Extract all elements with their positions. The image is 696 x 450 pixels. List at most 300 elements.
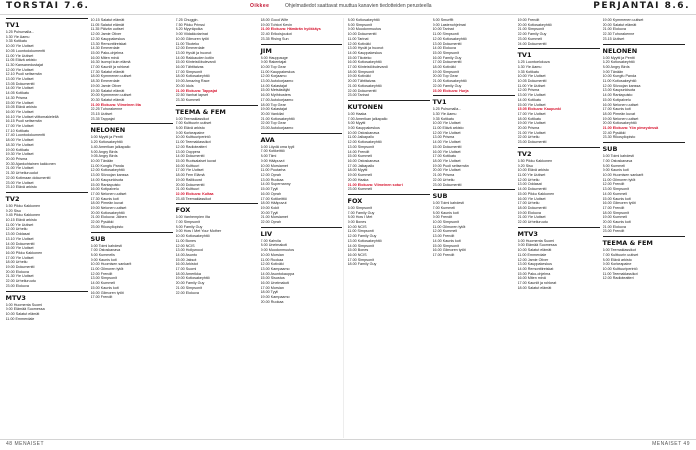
program-listing: 14.00 Frendit	[347, 149, 370, 154]
program-listing: 13.00 Dokumentti	[432, 41, 462, 46]
program-listing: 18.00 Top Gear	[260, 102, 286, 107]
program-listing: 11.00 Tarinat	[347, 36, 369, 41]
program-listing: 15.00 Yle Uutiset	[517, 102, 546, 107]
channel-heading: KUTONEN	[348, 100, 430, 111]
program-listing: 20.00 Kotiosakeyhtiö	[602, 121, 637, 126]
program-listing: 15.00 Dokumentti	[432, 144, 462, 149]
program-listing: 14.00 Kauppakeskus	[347, 50, 382, 55]
program-listing: 18.00 Tyyli	[260, 290, 279, 295]
program-listing: 11.00 Yle Uutiset	[5, 222, 34, 227]
program-listing: 13.00 Simpsonit	[90, 276, 117, 281]
program-listing: 15.00 Kotipalvelu	[602, 97, 631, 102]
program-listing: 19.00 Frendit	[517, 18, 540, 22]
program-listing: 18.00 Myytti	[347, 168, 368, 173]
program-listing: 17.00 Yle Uutiset	[175, 168, 204, 173]
program-listing: 14.00 Yle Uutiset	[5, 86, 34, 91]
program-listing: 12.00 Jamie Oliver	[90, 32, 122, 37]
program-listing: 14.00 Rakkauden kotiin	[175, 55, 215, 60]
program-listing: 14.00 Kalastajat	[260, 83, 287, 88]
program-listing: 6.30 Yle Aamu	[432, 111, 457, 116]
program-listing: 15.00 Simpsonit	[432, 50, 459, 55]
program-listing: 8.00 Kummelis	[90, 252, 115, 257]
highlighted-program: 23.00 Elokuva: Hurja	[432, 88, 469, 93]
program-listing: 16.00 Unelmakoti	[260, 281, 290, 286]
program-listing: 11.00 Gilmoren tytöt	[90, 267, 124, 272]
program-listing: 16.00 Mythbusters	[260, 93, 291, 98]
listing-columns	[4, 18, 692, 438]
channel-heading: TV2	[518, 147, 600, 158]
program-listing: 23.00 Autokorjaamo	[260, 126, 294, 131]
program-listing: 10.00 Morsiamet	[260, 163, 288, 168]
program-listing: 17.00 Yle Uutiset	[5, 255, 34, 260]
program-listing: 15.00 Jaksot	[175, 257, 197, 262]
program-listing: 11.00 Kauppakeskus	[260, 69, 295, 74]
program-listing: 20.00 Kotiosakeyhtiö	[517, 22, 552, 27]
program-listing: 20.00 Tähtitaivas	[347, 79, 376, 84]
program-listing: 12.00 Prisma	[517, 88, 540, 93]
program-listing: 21.00 Elokuva	[602, 224, 626, 229]
program-listing: 17.00 Autokorjaamo	[260, 97, 294, 102]
program-listing: 6.40 Amerikan jalkapallo	[90, 144, 131, 149]
program-listing: 16.00 Yle Uutiset	[432, 149, 461, 154]
program-listing: 12.00 Siivoojan kanssa	[602, 83, 641, 88]
program-listing: 10.00 Salatut elämät	[517, 248, 552, 253]
program-listing: 7.00 Family Guy	[347, 210, 375, 215]
channel-heading: TV1	[6, 18, 88, 29]
program-listing: 8.00 Unelmakoti	[260, 243, 288, 248]
program-listing: 6.00 Teemaklassikot	[602, 248, 636, 253]
program-listing: 22.00 Kotimaan dokumentti	[5, 175, 51, 180]
program-listing: 17.30 Salatut elämät	[90, 69, 125, 74]
listing-column	[346, 18, 431, 438]
program-listing: 8.00 Angry Birds	[602, 64, 630, 69]
program-listing: 11.00 Yle Uutiset	[5, 53, 34, 58]
program-listing: 15.00 Pako-ohjelma	[517, 271, 551, 276]
program-listing: 11.00 Yle Uutiset	[517, 83, 546, 88]
program-listing: 20.00 Haaka	[347, 177, 369, 182]
program-listing: 15.00 Bones	[347, 248, 369, 253]
program-listing: 11.00 Ruokaa	[260, 257, 284, 262]
program-listing: 22.30 Tuhorakenne	[602, 32, 635, 37]
program-listing: 12.00 Oprah	[260, 172, 282, 177]
program-listing: 20.00 Dokumentti	[175, 182, 205, 187]
program-listing: 7.25 Chuggin.	[175, 18, 199, 22]
program-listing: 19.00 Jamie Oliver	[90, 83, 122, 88]
program-listing: 17.00 Nelonen uutiset	[90, 191, 127, 196]
program-listing: 18.00 Yle Uutiset	[432, 158, 461, 163]
program-listing: 12.00 Korjaamo	[260, 74, 287, 79]
program-listing: 22.00 Family Guy	[432, 83, 462, 88]
program-listing: 9.00 Elämää Suomessa	[517, 243, 557, 248]
program-listing: 20.00 Kymmenen uutiset	[90, 93, 132, 98]
program-listing: 14.30 Emmerdale	[90, 46, 120, 51]
program-listing: 15.00 Simpsonit	[432, 243, 459, 248]
program-listing: 10.05 Luontodokumentti	[5, 48, 46, 53]
channel-heading: JIM	[261, 44, 342, 55]
program-listing: 15.00 Pikku Kakkonen	[517, 191, 555, 196]
program-listing: 22.00 Oprah	[260, 220, 282, 225]
program-listing: 6.30 Yle Aamu	[517, 64, 542, 69]
program-listing: 23.30 Rikosyliopisto	[602, 135, 636, 140]
program-listing: 20.00 Ruokaa	[260, 299, 284, 304]
program-listing: 14.00 Dokumentti	[175, 154, 205, 159]
program-listing: 23.00 Yle Uutiset	[5, 180, 34, 185]
program-listing: 16.30 Isompi kuin elämä	[90, 60, 131, 65]
program-listing: 9.00 Viidakkotarinat	[175, 32, 208, 37]
program-listing: 6.20 Kotiosakeyhtiö	[602, 60, 635, 65]
program-listing: 12.00 Jamie Oliver	[517, 257, 549, 262]
program-listing: 16.00 Yle Uutiset	[5, 109, 34, 114]
program-listing: 17.00 Yle Uutiset	[5, 124, 34, 129]
program-listing: 18.00 Kymmenen uutiset	[90, 74, 132, 79]
program-listing: 13.00 Kauppakeskus	[517, 262, 552, 267]
program-listing: 9.00 Rakentajat	[260, 60, 287, 65]
program-listing: 11.00 Jalkapallo	[347, 135, 374, 140]
program-listing: 13.00 Ruokaa	[260, 177, 284, 182]
program-listing: 16.00 NCIS	[347, 252, 367, 257]
program-listing: 13.00 Ooppera	[175, 149, 201, 154]
program-listing: 10.00 Huomisen sankarit	[602, 172, 644, 177]
program-listing: 9.35 Kotikatu	[432, 116, 455, 121]
program-listing: 13.00 Yle Uutiset	[5, 77, 34, 82]
program-listing: 6.30 Yle Aamu	[5, 34, 30, 39]
program-listing: 6.00 Toimi kahdesti	[602, 154, 634, 159]
program-listing: 20.00 Kotiosakeyhtiö	[90, 210, 125, 215]
program-listing: 10.15 Salatut elämät	[90, 18, 125, 22]
program-listing: 11.00 Tikoteko	[175, 41, 200, 46]
program-listing: 11.00 Kungfu Panda	[90, 163, 124, 168]
program-listing: 15.00 Kaunis koti	[602, 196, 631, 201]
program-listing: 8.00 Simpsonit	[347, 22, 372, 27]
channel-heading: TEEMA & FEM	[603, 236, 685, 247]
program-listing: 15.00 Kummeli	[347, 154, 373, 159]
program-listing: 14.00 Dokumentti	[5, 241, 35, 246]
program-listing: 19.00 Tohtori Kevin	[260, 22, 293, 27]
program-listing: 8.00 Kummeli	[602, 163, 626, 168]
program-listing: 10.00 Gilmoren tytöt	[175, 36, 209, 41]
program-listing: 9.20 Sisu	[517, 163, 533, 168]
program-listing: 20.30 Ajankohtainen kakkonen	[5, 161, 56, 166]
program-listing: 18.00 Salatut elämät	[517, 285, 552, 290]
program-listing: 11.35 Päivän uutiset	[90, 27, 124, 32]
program-listing: 10.00 Morsian	[260, 252, 284, 257]
program-listing: 14.05 Kotikatu	[5, 91, 30, 96]
program-listing: 21.00 Kotiosakeyhtiö	[260, 116, 295, 121]
program-listing: 19.00 Dokumentti	[5, 265, 35, 270]
program-listing: 11.05 Salatut elämät	[90, 22, 125, 27]
program-listing: 9.00 Kauppakeskus	[347, 126, 380, 131]
program-listing: 22.40 Pysäkki	[602, 130, 626, 135]
program-listing: 9.45 Pikku Kakkonen	[5, 213, 41, 218]
program-listing: 23.00 Dokumentti	[517, 140, 547, 145]
program-listing: 19.00 Yle Uutiset	[517, 121, 546, 126]
program-listing: 11.00 Teemaklassikot	[602, 271, 638, 276]
program-listing: 19.00 Kokit	[260, 205, 279, 210]
program-listing: 19.00 Kymmenen uutiset	[602, 18, 644, 22]
program-listing: 20.00 Idols	[175, 83, 194, 88]
program-listing: 10.05 Dokumentti	[517, 79, 547, 84]
program-listing: 6.25 Puhumalla...	[432, 107, 462, 112]
program-listing: 20.00 Tyyli	[260, 210, 279, 215]
program-listing: 17.10 Kotikatu	[5, 128, 30, 133]
program-listing: 16.00 Kulttuuri	[175, 163, 200, 168]
program-listing: 21.00 Prisma	[432, 173, 455, 178]
program-listing: 10.00 Yle Uutiset	[432, 121, 461, 126]
program-listing: 19.00 Elokuva	[517, 210, 541, 215]
program-listing: 21.30 Urheiluruudut	[5, 171, 38, 176]
program-listing: 6.00 Simpsonit	[347, 205, 372, 210]
program-listing: 7.00 Amerikan jalkapallo	[347, 116, 388, 121]
highlighted-program: 15.05 Elokuva: Kaupunki	[517, 107, 561, 112]
program-listing: 8.00 Kaunis koti	[432, 210, 459, 215]
program-listing: 13.00 Yle Uutiset	[517, 93, 546, 98]
channel-heading: FOX	[176, 203, 258, 214]
program-listing: 11.00 Emmerdale	[5, 316, 35, 321]
page-number-right: MENAISET 49	[652, 441, 690, 447]
program-listing: 6.00 Toimi kahdesti	[432, 201, 464, 206]
program-listing: 6.50 Pikku Kakkonen	[517, 158, 553, 163]
program-listing: 21.00 Yle Uutiset	[5, 166, 34, 171]
program-listing: 9.00 Tänään	[602, 69, 624, 74]
program-listing: 15.00 Yle Uutiset	[5, 100, 34, 105]
program-listing: 17.00 Kiinteistöbulevardi	[347, 65, 388, 70]
program-listing: 11.00 Teemaklassikot	[175, 140, 211, 145]
listing-column	[601, 18, 686, 438]
program-listing: 16.00 Tähtitaivas	[175, 65, 204, 70]
program-listing: 10.00 Ostoskanava	[347, 130, 380, 135]
program-listing: 9.05 Angry Birds	[90, 154, 118, 159]
program-listing: 21.00 Morsiamet	[260, 215, 288, 220]
program-listing: 7.00 Ostoskanava	[602, 158, 633, 163]
program-listing: 12.00 Urheilu	[5, 227, 28, 232]
program-listing: 8.00 Elävä arkisto	[602, 257, 632, 262]
brand-logo: Oikkee	[250, 3, 270, 9]
program-listing: 14.00 Asuntokauppa	[260, 271, 295, 276]
program-listing: 17.00 Yle Uutiset	[517, 111, 546, 116]
program-listing: 16.00 Gilmoren tytöt	[602, 201, 636, 206]
program-listing: 16.00 Miten minä	[90, 55, 119, 60]
program-listing: 17.00 Suomi	[175, 267, 197, 272]
program-listing: 22.00 Urheiluruutu	[517, 220, 548, 225]
program-listing: 15.00 Metsästäjät	[260, 88, 290, 93]
highlighted-program: 21.00 Elokuva: Tappajat	[175, 88, 218, 93]
listing-column	[259, 18, 344, 438]
program-listing: 21.00 Yle Uutiset	[517, 130, 546, 135]
listing-column	[89, 18, 174, 438]
program-listing: 11.00 Puutarha	[260, 168, 286, 173]
program-listing: 23.00 Kummeli	[517, 36, 543, 41]
channel-heading: SUB	[91, 232, 173, 243]
program-listing: 19.00 Rallikuvat	[175, 177, 202, 182]
program-listing: 14.00 Asunto	[175, 252, 198, 257]
program-listing: 18.00 Yle Uutiset	[5, 138, 34, 143]
program-listing: 10.00 NCIS	[347, 224, 367, 229]
program-listing: 12.30 Kauppakeskus	[90, 36, 125, 41]
program-listing: 6.00 Myytti ja Pentti	[90, 135, 123, 140]
program-listing: 14.00 Kaunis koti	[432, 238, 461, 243]
program-listing: 14.00 Elokuva	[432, 46, 456, 51]
program-listing: 19.00 Puoli seitsemän	[432, 163, 469, 168]
program-listing: 18.30 Yle Uutiset	[5, 142, 34, 147]
program-listing: 18.00 Urheilu	[5, 260, 28, 265]
program-listing: 17.00 Kotikeittiö	[260, 196, 287, 201]
program-listing: 17.30 Kaunis koti	[90, 196, 119, 201]
program-listing: 8.00 Kotiosakeyhtiö	[347, 18, 380, 22]
program-listing: 16.15 Puoli seitsemän	[5, 119, 42, 124]
program-listing: 11.00 Yle Uutiset	[517, 172, 546, 177]
program-listing: 17.00 Kotikatu	[432, 154, 457, 159]
program-listing: 17.00 Jalkapallo	[347, 163, 375, 168]
program-listing: 16.00 Kotipalvelu	[90, 187, 119, 192]
program-listing: 12.00 Radioteatteri	[175, 144, 207, 149]
program-listing: 21.00 Elokuva: Jäinen	[90, 215, 127, 220]
program-listing: 9.00 Muodonmuutos	[260, 248, 295, 253]
program-listing: 13.00 Hyvät ja huonot	[175, 50, 212, 55]
program-listing: 10.00 Yle Uutiset	[5, 44, 34, 49]
program-listing: 8.00 Elävä arkisto	[175, 126, 205, 131]
program-listing: 19.00 Kampaamo	[260, 295, 290, 300]
program-listing: 22.00 Family Guy	[517, 32, 547, 37]
program-listing: 19.00 Amazing Race	[175, 79, 210, 84]
program-listing: 9.00 Elämää Suomessa	[5, 307, 45, 312]
program-listing: 21.00 Simpsonit	[517, 27, 544, 32]
program-listing: 8.00 Angry Birds	[90, 149, 118, 154]
program-listing: 18.00 Kotiosakeyhtiö	[175, 74, 210, 79]
program-listing: 7.00 Kahvila	[260, 238, 281, 243]
program-listing: 9.00 Hääpuvut	[260, 158, 285, 163]
program-listing: 18.00 Family Guy	[347, 262, 377, 267]
program-listing: 14.00 Rantapuisto	[602, 93, 633, 98]
program-listing: 9.00 Kaunis koti	[90, 257, 117, 262]
program-listing: 14.30 Prisma	[5, 95, 28, 100]
listing-column	[174, 18, 259, 438]
program-listing: 11.05 Elävä arkisto	[5, 58, 37, 63]
program-listing: 16.00 Oprah	[260, 191, 282, 196]
program-listing: 21.00 Yle Uutiset	[517, 215, 546, 220]
program-listing: 23.00 Tarinat	[347, 93, 369, 98]
program-listing: 10.00 Top Gear	[260, 64, 286, 69]
program-listing: 23.00 Elokuva	[5, 283, 29, 288]
program-listing: 13.05 Dokumentti	[5, 81, 35, 86]
program-listing: 23.00 Dokumentti	[432, 182, 462, 187]
program-listing: 13.00 Prisma	[432, 135, 455, 140]
channel-heading: TEEMA & FEM	[176, 105, 258, 116]
program-listing: 22.00 Urheilu	[517, 135, 540, 140]
program-listing: 21.00 Simpsonit	[175, 285, 202, 290]
program-listing: 9.00 Korkeapaine	[175, 130, 205, 135]
program-listing: 9.20 Sisu	[5, 208, 21, 213]
program-listing: 10.00 Kulttuuriperintö	[175, 135, 211, 140]
program-listing: 21.00 Kotiosakeyhtiö	[432, 79, 467, 84]
program-listing: 10.00 Dokumentti	[347, 32, 377, 37]
program-listing: 21.00 Kulttuuri	[175, 187, 200, 192]
program-listing: 8.00 Hauppauge	[260, 55, 288, 60]
channel-heading: TV1	[518, 48, 600, 59]
program-listing: 11.00 Kotiosakeyhtiö	[602, 79, 637, 84]
program-listing: 17.00 Kaunis koti	[602, 107, 631, 112]
program-listing: 23.15 Uutiset	[90, 112, 113, 117]
program-listing: 21.00 Elokuva	[602, 27, 626, 32]
program-listing: 22.00 Pysäkki	[90, 220, 114, 225]
program-listing: 13.00 Hyvät ja huonot	[347, 46, 384, 51]
page-footer	[0, 439, 696, 450]
program-listing: 23.00 Rikosyliopisto	[90, 224, 124, 229]
program-listing: 19.00 Kotiväki	[347, 74, 371, 79]
program-listing: 12.10 Puoli seitsemän	[5, 72, 42, 77]
program-listing: 16.00 Nelonen uutiset	[602, 102, 639, 107]
program-listing: 14.00 Yle Uutiset	[432, 140, 461, 145]
highlighted-program: 22.00 Elokuva: Kultaa	[175, 191, 214, 196]
program-listing: 15.00 Pako-ohjelma	[90, 50, 124, 55]
program-listing: 17.00 Simpsonit	[347, 257, 374, 262]
program-listing: 6.00 Teemaklassikot	[175, 116, 209, 121]
program-listing: 6.25 Luontoelokuva	[517, 60, 550, 65]
program-listing: 14.00 Kummeli	[602, 191, 628, 196]
program-listing: 8.00 Myytti	[347, 121, 366, 126]
program-listing: 19.00 Kummeli	[602, 215, 628, 220]
channel-heading: LIV	[261, 227, 342, 238]
program-listing: 22.50 Vanhat lapset	[175, 93, 209, 98]
program-listing: 22.00 Urheiluruutu	[5, 279, 36, 284]
channel-heading: SUB	[433, 189, 515, 200]
program-listing: 23.00 Kummeli	[347, 187, 373, 192]
program-listing: 20.00 Vankilat	[260, 111, 284, 116]
program-listing: 13.10 Yle Uutiset	[5, 236, 34, 241]
listing-column	[516, 18, 601, 438]
program-listing: 19.00 Simpsonit	[432, 69, 459, 74]
program-listing: 17.00 Dokumentti	[432, 60, 462, 65]
channel-heading: NELONEN	[603, 44, 685, 55]
program-listing: 7.50 Pikku Prinssi	[175, 22, 205, 27]
program-listing: 14.00 Simpsonit	[347, 243, 374, 248]
program-listing: 20.30 Salatut elämät	[90, 97, 125, 102]
program-listing: 17.40 Luontodokumentti	[5, 133, 46, 138]
program-listing: 7.00 Simpsonit	[175, 220, 200, 225]
program-listing: 19.00 Nelonen uutiset	[90, 206, 127, 211]
channel-heading: MTV3	[6, 291, 88, 302]
program-listing: 8.00 Tiimi	[260, 154, 277, 159]
program-listing: 18.00 Simpsonit	[602, 210, 629, 215]
program-listing: 15.00 Sisustus	[260, 276, 285, 281]
channel-heading: SUB	[603, 142, 685, 153]
program-listing: 8.00 Family Guy	[175, 224, 203, 229]
program-listing: 14.00 Kaupunkisota	[90, 177, 124, 182]
program-listing: 12.00 Yle Uutiset	[5, 67, 34, 72]
program-listing: 13.00 Kotiosakeyhtiö	[347, 238, 382, 243]
program-listing: 13.00 Hollywood	[175, 248, 203, 253]
disclaimer-text: Ohjelmatiedot saattavat muuttua kanavien tiedotteiden perusteella	[285, 3, 432, 9]
program-listing: 13.00 Siivoojan kanssa	[90, 173, 129, 178]
highlighted-program: 21.00 Elokuva: Viimeinen ilta	[90, 102, 141, 107]
program-listing: 19.00 Kotiosakeyhtiö	[175, 276, 210, 281]
program-listing: 23.30 Kummeli	[175, 97, 201, 102]
program-listing: 9.00 Bones	[347, 220, 367, 225]
program-listing: 12.00 NCIS	[175, 243, 195, 248]
program-listing: 23.10 Elävä arkisto	[5, 185, 37, 190]
program-listing: 23.15 Uutiset	[602, 36, 625, 41]
program-listing: 22.00 Elokuva	[175, 290, 199, 295]
program-listing: 16.00 Gilmoren tytöt	[90, 290, 124, 295]
program-listing: 13.00 Kampaamo	[260, 266, 290, 271]
program-listing: 9.35 Kotikatu	[5, 39, 28, 44]
program-listing: 18.00 Kotikatu	[517, 116, 542, 121]
program-listing: 16.00 Family Guy	[432, 55, 462, 60]
program-listing: 12.00 Family Guy	[347, 234, 377, 239]
program-listing: 20.00 Kaunis koti	[602, 220, 631, 225]
program-listing: 22.00 Urheilu	[432, 177, 455, 182]
program-listing: 21.00 Kotiosakeyhtiö	[347, 83, 382, 88]
program-listing: 12.00 Kotiväki	[260, 262, 284, 267]
